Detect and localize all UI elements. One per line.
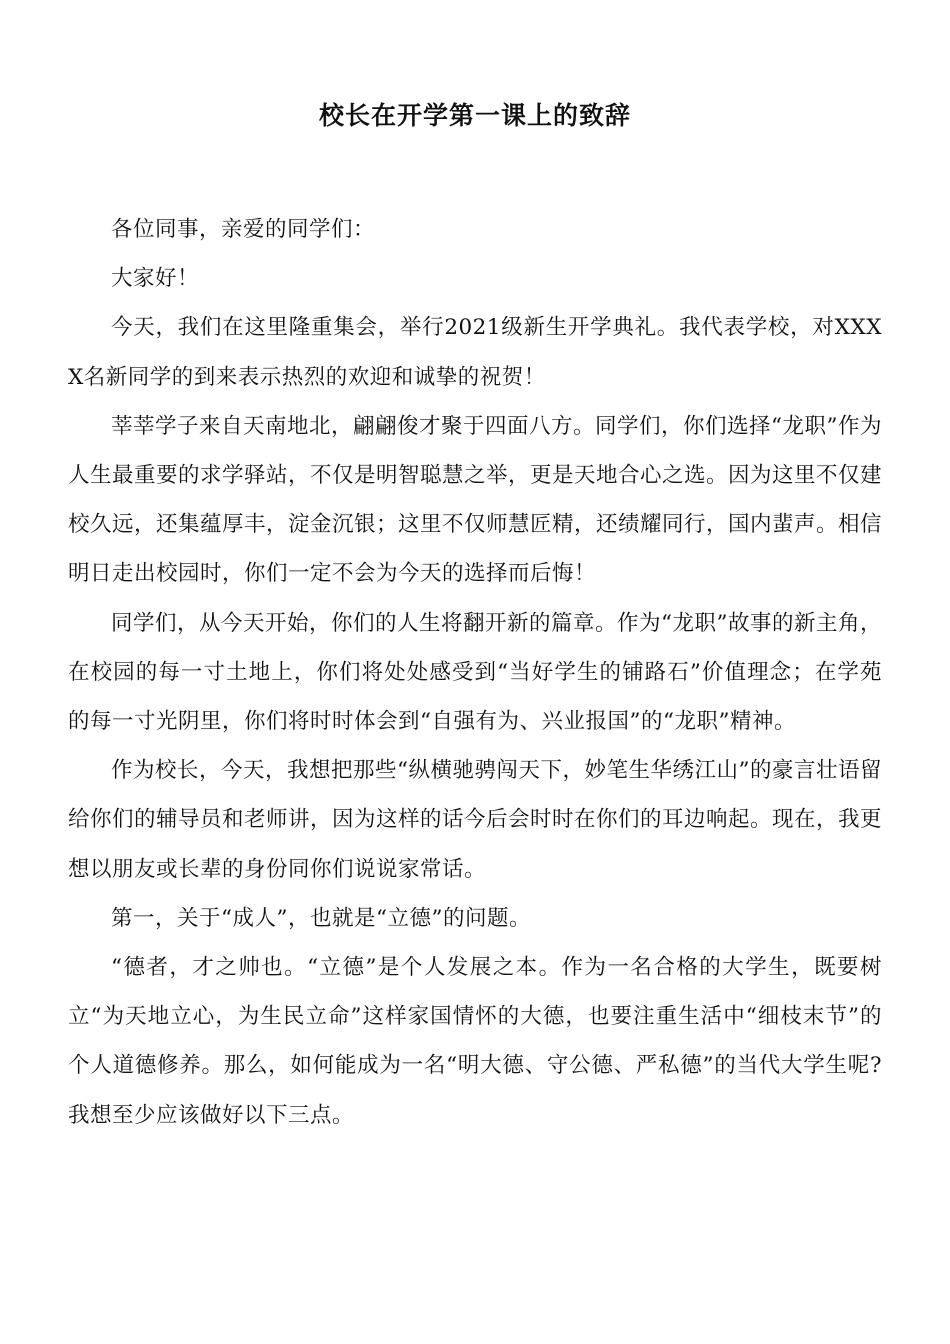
document-title: 校长在开学第一课上的致辞 xyxy=(318,101,631,130)
paragraph-salutation: 各位同事，亲爱的同学们： xyxy=(111,217,376,242)
paragraph-virtue: “德者，才之帅也。“立德”是个人发展之本。作为一名合格的大学生，既要树立“为天地立心，为生民立命”这样家国情怀的大德，也要注重生活中“细枝末节”的个人道德修养。那么，如何能成为一名“明大德、守公德、严私德”的当代大学生呢?我想至少应该做好以下三点。 xyxy=(68,955,882,1128)
paragraph-welcome: 今天，我们在这里隆重集会，举行2021级新生开学典礼。我代表学校，对XXXX名新同学的到来表示热烈的欢迎和诚挚的祝贺！ xyxy=(68,315,882,390)
paragraph-as-principal: 作为校长，今天，我想把那些“纵横驰骋闯天下，妙笔生华绣江山”的豪言壮语留给你们的辅导员和老师讲，因为这样的话今后会时时在你们的耳边响起。现在，我更想以朋友或长辈的身份同你们说说家常话。 xyxy=(68,758,883,882)
paragraph-choice: 莘莘学子来自天南地北，翩翩俊才聚于四面八方。同学们，你们选择“龙职”作为人生最重要的求学驿站，不仅是明智聪慧之举，更是天地合心之选。因为这里不仅建校久远，还集蕴厚丰，淀金沉银；这里不仅师慧匠精，还绩耀同行，国内蜚声。相信明日走出校园时，你们一定不会为今天的选择而后悔！ xyxy=(68,413,883,587)
paragraph-new-chapter: 同学们，从今天开始，你们的人生将翻开新的篇章。作为“龙职”故事的新主角，在校园的每一寸土地上，你们将处处感受到“当好学生的铺路石”价值理念；在学苑的每一寸光阴里，你们将时时体会到“自强有为、兴业报国”的“龙职”精神。 xyxy=(68,610,882,735)
document-body xyxy=(68,205,882,1140)
paragraph-first-point: 第一，关于“成人”，也就是“立德”的问题。 xyxy=(111,905,531,931)
paragraph-greeting: 大家好！ xyxy=(111,266,200,292)
